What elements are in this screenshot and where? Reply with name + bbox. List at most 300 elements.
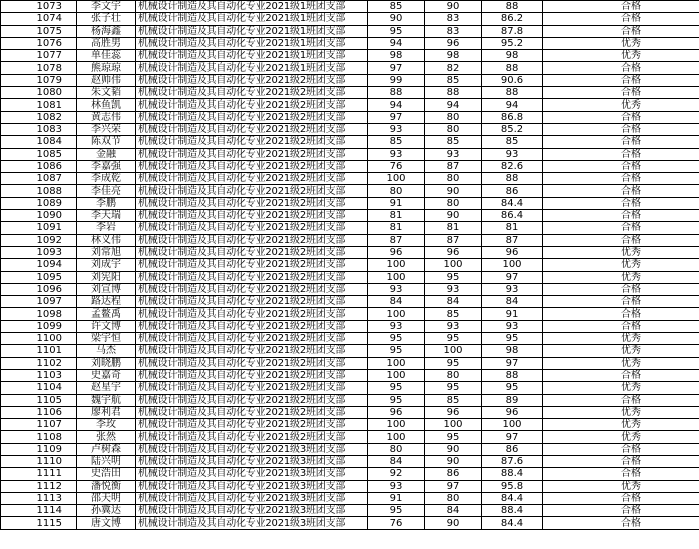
- branch-name-cell: 机械设计制造及其自动化专业2021级1班团支部: [136, 37, 368, 49]
- score-1-cell: 93: [368, 480, 425, 492]
- score-1-cell: 88: [368, 87, 425, 99]
- score-2-cell: 98: [425, 50, 482, 62]
- score-1-cell: 98: [368, 50, 425, 62]
- student-name-cell: 刘宪阳: [77, 271, 136, 283]
- score-total-cell: 86.2: [482, 13, 543, 25]
- row-number-cell: 1114: [1, 505, 77, 517]
- score-2-cell: 95: [425, 271, 482, 283]
- grade-cell: 合格: [543, 111, 699, 123]
- grade-cell: 合格: [543, 62, 699, 74]
- branch-name-cell: 机械设计制造及其自动化专业2021级3班团支部: [136, 455, 368, 467]
- branch-name-cell: 机械设计制造及其自动化专业2021级2班团支部: [136, 197, 368, 209]
- table-row: [1, 111, 699, 123]
- score-1-cell: 100: [368, 173, 425, 185]
- grade-cell: 合格: [543, 320, 699, 332]
- score-total-cell: 95: [482, 382, 543, 394]
- grade-cell: 优秀: [543, 37, 699, 49]
- score-2-cell: 88: [425, 87, 482, 99]
- row-number-cell: 1089: [1, 197, 77, 209]
- grade-cell: 合格: [543, 468, 699, 480]
- score-1-cell: 90: [368, 13, 425, 25]
- score-1-cell: 91: [368, 492, 425, 504]
- grade-cell: 合格: [543, 394, 699, 406]
- table-row: [1, 505, 699, 517]
- score-1-cell: 95: [368, 394, 425, 406]
- grade-cell: 优秀: [543, 406, 699, 418]
- student-name-cell: 卢树森: [77, 443, 136, 455]
- score-2-cell: 80: [425, 173, 482, 185]
- student-name-cell: 李兴荣: [77, 123, 136, 135]
- grade-cell: 合格: [543, 505, 699, 517]
- table-row: [1, 283, 699, 295]
- student-name-cell: 高胜男: [77, 37, 136, 49]
- student-name-cell: 李玫: [77, 419, 136, 431]
- grade-cell: 合格: [543, 74, 699, 86]
- score-total-cell: 97: [482, 271, 543, 283]
- score-total-cell: 96: [482, 246, 543, 258]
- branch-name-cell: 机械设计制造及其自动化专业2021级2班团支部: [136, 308, 368, 320]
- score-total-cell: 95.2: [482, 37, 543, 49]
- row-number-cell: 1102: [1, 357, 77, 369]
- grade-cell: 合格: [543, 283, 699, 295]
- grade-cell: 合格: [543, 308, 699, 320]
- score-2-cell: 95: [425, 382, 482, 394]
- score-total-cell: 85: [482, 136, 543, 148]
- score-2-cell: 90: [425, 1, 482, 13]
- student-name-cell: 史浩田: [77, 468, 136, 480]
- row-number-cell: 1091: [1, 222, 77, 234]
- score-2-cell: 85: [425, 136, 482, 148]
- student-name-cell: 马杰: [77, 345, 136, 357]
- row-number-cell: 1099: [1, 320, 77, 332]
- score-1-cell: 94: [368, 99, 425, 111]
- grade-cell: 优秀: [543, 99, 699, 111]
- score-2-cell: 93: [425, 320, 482, 332]
- score-total-cell: 87.8: [482, 25, 543, 37]
- row-number-cell: 1092: [1, 234, 77, 246]
- student-name-cell: 张子壮: [77, 13, 136, 25]
- table-row: [1, 394, 699, 406]
- branch-name-cell: 机械设计制造及其自动化专业2021级2班团支部: [136, 320, 368, 332]
- row-number-cell: 1090: [1, 210, 77, 222]
- branch-name-cell: 机械设计制造及其自动化专业2021级2班团支部: [136, 210, 368, 222]
- score-total-cell: 86.4: [482, 210, 543, 222]
- branch-name-cell: 机械设计制造及其自动化专业2021级3班团支部: [136, 480, 368, 492]
- score-1-cell: 95: [368, 333, 425, 345]
- row-number-cell: 1078: [1, 62, 77, 74]
- score-2-cell: 80: [425, 111, 482, 123]
- row-number-cell: 1080: [1, 87, 77, 99]
- student-name-cell: 唐文博: [77, 517, 136, 529]
- table-row: [1, 173, 699, 185]
- table-row: [1, 210, 699, 222]
- student-name-cell: 陈双节: [77, 136, 136, 148]
- row-number-cell: 1079: [1, 74, 77, 86]
- table-row: [1, 160, 699, 172]
- table-row: [1, 99, 699, 111]
- score-1-cell: 95: [368, 25, 425, 37]
- row-number-cell: 1088: [1, 185, 77, 197]
- student-name-cell: 潘悦衡: [77, 480, 136, 492]
- score-total-cell: 81: [482, 222, 543, 234]
- branch-name-cell: 机械设计制造及其自动化专业2021级2班团支部: [136, 259, 368, 271]
- row-number-cell: 1115: [1, 517, 77, 529]
- grade-cell: 合格: [543, 160, 699, 172]
- row-number-cell: 1095: [1, 271, 77, 283]
- score-1-cell: 93: [368, 148, 425, 160]
- grade-cell: 优秀: [543, 382, 699, 394]
- grade-cell: 合格: [543, 148, 699, 160]
- row-number-cell: 1108: [1, 431, 77, 443]
- branch-name-cell: 机械设计制造及其自动化专业2021级2班团支部: [136, 357, 368, 369]
- branch-name-cell: 机械设计制造及其自动化专业2021级2班团支部: [136, 222, 368, 234]
- score-1-cell: 97: [368, 111, 425, 123]
- score-1-cell: 95: [368, 505, 425, 517]
- score-1-cell: 99: [368, 74, 425, 86]
- branch-name-cell: 机械设计制造及其自动化专业2021级1班团支部: [136, 25, 368, 37]
- branch-name-cell: 机械设计制造及其自动化专业2021级2班团支部: [136, 87, 368, 99]
- table-row: [1, 492, 699, 504]
- branch-name-cell: 机械设计制造及其自动化专业2021级2班团支部: [136, 345, 368, 357]
- branch-name-cell: 机械设计制造及其自动化专业2021级2班团支部: [136, 99, 368, 111]
- row-number-cell: 1101: [1, 345, 77, 357]
- score-1-cell: 100: [368, 357, 425, 369]
- score-2-cell: 87: [425, 234, 482, 246]
- student-name-cell: 李佳亮: [77, 185, 136, 197]
- row-number-cell: 1086: [1, 160, 77, 172]
- student-name-cell: 赵帅伟: [77, 74, 136, 86]
- row-number-cell: 1106: [1, 406, 77, 418]
- score-1-cell: 80: [368, 443, 425, 455]
- student-name-cell: 李文宇: [77, 1, 136, 13]
- row-number-cell: 1107: [1, 419, 77, 431]
- branch-name-cell: 机械设计制造及其自动化专业2021级2班团支部: [136, 148, 368, 160]
- row-number-cell: 1083: [1, 123, 77, 135]
- student-name-cell: 孟鳌禹: [77, 308, 136, 320]
- score-total-cell: 91: [482, 308, 543, 320]
- student-name-cell: 刘宣博: [77, 283, 136, 295]
- branch-name-cell: 机械设计制造及其自动化专业2021级2班团支部: [136, 160, 368, 172]
- grade-cell: 合格: [543, 210, 699, 222]
- table-row: [1, 320, 699, 332]
- student-name-cell: 许文博: [77, 320, 136, 332]
- grade-cell: 合格: [543, 234, 699, 246]
- branch-name-cell: 机械设计制造及其自动化专业2021级2班团支部: [136, 431, 368, 443]
- score-total-cell: 84.4: [482, 197, 543, 209]
- score-2-cell: 82: [425, 62, 482, 74]
- row-number-cell: 1084: [1, 136, 77, 148]
- score-total-cell: 88.4: [482, 505, 543, 517]
- branch-name-cell: 机械设计制造及其自动化专业2021级3班团支部: [136, 517, 368, 529]
- score-total-cell: 88: [482, 369, 543, 381]
- branch-name-cell: 机械设计制造及其自动化专业2021级2班团支部: [136, 123, 368, 135]
- row-number-cell: 1082: [1, 111, 77, 123]
- table-row: [1, 419, 699, 431]
- score-2-cell: 80: [425, 197, 482, 209]
- score-1-cell: 87: [368, 234, 425, 246]
- score-total-cell: 88.4: [482, 468, 543, 480]
- student-name-cell: 赵星宇: [77, 382, 136, 394]
- student-name-cell: 李天瑞: [77, 210, 136, 222]
- row-number-cell: 1113: [1, 492, 77, 504]
- table-row: [1, 443, 699, 455]
- score-2-cell: 100: [425, 259, 482, 271]
- score-total-cell: 94: [482, 99, 543, 111]
- score-2-cell: 81: [425, 222, 482, 234]
- row-number-cell: 1111: [1, 468, 77, 480]
- table-row: [1, 259, 699, 271]
- score-total-cell: 87: [482, 234, 543, 246]
- student-name-cell: 李成乾: [77, 173, 136, 185]
- student-name-cell: 李岩: [77, 222, 136, 234]
- score-1-cell: 100: [368, 271, 425, 283]
- student-name-cell: 黄志伟: [77, 111, 136, 123]
- table-row: [1, 25, 699, 37]
- grade-cell: 合格: [543, 1, 699, 13]
- table-row: [1, 369, 699, 381]
- score-total-cell: 95.8: [482, 480, 543, 492]
- score-total-cell: 98: [482, 345, 543, 357]
- grade-cell: 优秀: [543, 480, 699, 492]
- branch-name-cell: 机械设计制造及其自动化专业2021级2班团支部: [136, 333, 368, 345]
- table-row: [1, 382, 699, 394]
- row-number-cell: 1081: [1, 99, 77, 111]
- student-name-cell: 魏宇航: [77, 394, 136, 406]
- grade-cell: 优秀: [543, 271, 699, 283]
- score-total-cell: 82.6: [482, 160, 543, 172]
- student-name-cell: 廖利君: [77, 406, 136, 418]
- student-name-cell: 李鹏: [77, 197, 136, 209]
- score-total-cell: 100: [482, 419, 543, 431]
- branch-name-cell: 机械设计制造及其自动化专业2021级1班团支部: [136, 1, 368, 13]
- score-1-cell: 97: [368, 62, 425, 74]
- student-name-cell: 李嘉强: [77, 160, 136, 172]
- score-2-cell: 85: [425, 74, 482, 86]
- student-name-cell: 孙冀达: [77, 505, 136, 517]
- table-body: [1, 1, 699, 530]
- student-name-cell: 单佳蕊: [77, 50, 136, 62]
- branch-name-cell: 机械设计制造及其自动化专业2021级2班团支部: [136, 369, 368, 381]
- student-name-cell: 熊琼琼: [77, 62, 136, 74]
- score-2-cell: 87: [425, 160, 482, 172]
- branch-name-cell: 机械设计制造及其自动化专业2021级2班团支部: [136, 111, 368, 123]
- score-1-cell: 85: [368, 1, 425, 13]
- table-row: [1, 197, 699, 209]
- score-total-cell: 96: [482, 406, 543, 418]
- student-name-cell: 路达程: [77, 296, 136, 308]
- score-1-cell: 93: [368, 320, 425, 332]
- student-name-cell: 林义伟: [77, 234, 136, 246]
- student-name-cell: 邵天明: [77, 492, 136, 504]
- table-row: [1, 333, 699, 345]
- score-2-cell: 80: [425, 369, 482, 381]
- row-number-cell: 1096: [1, 283, 77, 295]
- score-2-cell: 94: [425, 99, 482, 111]
- table-row: [1, 234, 699, 246]
- grade-cell: 合格: [543, 173, 699, 185]
- student-name-cell: 刘晓鹏: [77, 357, 136, 369]
- table-row: [1, 13, 699, 25]
- score-2-cell: 90: [425, 517, 482, 529]
- score-2-cell: 90: [425, 185, 482, 197]
- score-total-cell: 86: [482, 443, 543, 455]
- grade-cell: 优秀: [543, 333, 699, 345]
- score-1-cell: 84: [368, 296, 425, 308]
- score-total-cell: 88: [482, 173, 543, 185]
- score-total-cell: 84: [482, 296, 543, 308]
- score-total-cell: 97: [482, 357, 543, 369]
- table-row: [1, 37, 699, 49]
- score-total-cell: 88: [482, 87, 543, 99]
- row-number-cell: 1093: [1, 246, 77, 258]
- score-total-cell: 97: [482, 431, 543, 443]
- score-total-cell: 86.8: [482, 111, 543, 123]
- table-row: [1, 271, 699, 283]
- grade-cell: 合格: [543, 197, 699, 209]
- score-2-cell: 85: [425, 308, 482, 320]
- branch-name-cell: 机械设计制造及其自动化专业2021级2班团支部: [136, 419, 368, 431]
- branch-name-cell: 机械设计制造及其自动化专业2021级2班团支部: [136, 382, 368, 394]
- grade-cell: 合格: [543, 296, 699, 308]
- score-total-cell: 90.6: [482, 74, 543, 86]
- table-row: [1, 308, 699, 320]
- score-total-cell: 84.4: [482, 492, 543, 504]
- student-name-cell: 朱文韬: [77, 87, 136, 99]
- table-row: [1, 185, 699, 197]
- branch-name-cell: 机械设计制造及其自动化专业2021级2班团支部: [136, 246, 368, 258]
- score-2-cell: 90: [425, 443, 482, 455]
- score-1-cell: 84: [368, 455, 425, 467]
- grade-cell: 合格: [543, 492, 699, 504]
- score-1-cell: 100: [368, 369, 425, 381]
- branch-name-cell: 机械设计制造及其自动化专业2021级2班团支部: [136, 406, 368, 418]
- score-total-cell: 98: [482, 50, 543, 62]
- score-total-cell: 88: [482, 1, 543, 13]
- branch-name-cell: 机械设计制造及其自动化专业2021级1班团支部: [136, 62, 368, 74]
- table-row: [1, 455, 699, 467]
- branch-name-cell: 机械设计制造及其自动化专业2021级2班团支部: [136, 185, 368, 197]
- student-name-cell: 林鱼凯: [77, 99, 136, 111]
- score-total-cell: 85.2: [482, 123, 543, 135]
- score-total-cell: 89: [482, 394, 543, 406]
- score-2-cell: 90: [425, 455, 482, 467]
- score-2-cell: 86: [425, 468, 482, 480]
- score-1-cell: 80: [368, 185, 425, 197]
- score-1-cell: 85: [368, 136, 425, 148]
- student-name-cell: 张然: [77, 431, 136, 443]
- score-1-cell: 81: [368, 210, 425, 222]
- student-name-cell: 杨海鑫: [77, 25, 136, 37]
- branch-name-cell: 机械设计制造及其自动化专业2021级2班团支部: [136, 234, 368, 246]
- grade-cell: 合格: [543, 13, 699, 25]
- student-name-cell: 刘常旭: [77, 246, 136, 258]
- score-1-cell: 96: [368, 406, 425, 418]
- score-total-cell: 87.6: [482, 455, 543, 467]
- score-2-cell: 84: [425, 296, 482, 308]
- score-2-cell: 84: [425, 505, 482, 517]
- table-row: [1, 1, 699, 13]
- grade-cell: 合格: [543, 369, 699, 381]
- table-row: [1, 296, 699, 308]
- branch-name-cell: 机械设计制造及其自动化专业2021级3班团支部: [136, 468, 368, 480]
- grade-cell: 优秀: [543, 419, 699, 431]
- score-2-cell: 85: [425, 394, 482, 406]
- table-row: [1, 468, 699, 480]
- score-1-cell: 76: [368, 160, 425, 172]
- table-row: [1, 123, 699, 135]
- student-name-cell: 陆兴明: [77, 455, 136, 467]
- score-1-cell: 76: [368, 517, 425, 529]
- student-name-cell: 梁宇恒: [77, 333, 136, 345]
- grade-cell: 合格: [543, 87, 699, 99]
- score-1-cell: 96: [368, 246, 425, 258]
- score-2-cell: 100: [425, 345, 482, 357]
- score-2-cell: 83: [425, 13, 482, 25]
- student-name-cell: 史嘉奇: [77, 369, 136, 381]
- grade-cell: 合格: [543, 222, 699, 234]
- score-total-cell: 86: [482, 185, 543, 197]
- row-number-cell: 1085: [1, 148, 77, 160]
- score-1-cell: 95: [368, 345, 425, 357]
- row-number-cell: 1104: [1, 382, 77, 394]
- table-row: [1, 345, 699, 357]
- grade-cell: 优秀: [543, 357, 699, 369]
- grade-cell: 合格: [543, 517, 699, 529]
- row-number-cell: 1112: [1, 480, 77, 492]
- grade-cell: 优秀: [543, 246, 699, 258]
- score-2-cell: 80: [425, 123, 482, 135]
- score-2-cell: 80: [425, 492, 482, 504]
- table-row: [1, 517, 699, 529]
- branch-name-cell: 机械设计制造及其自动化专业2021级3班团支部: [136, 492, 368, 504]
- branch-name-cell: 机械设计制造及其自动化专业2021级3班团支部: [136, 505, 368, 517]
- table-row: [1, 222, 699, 234]
- score-2-cell: 95: [425, 431, 482, 443]
- row-number-cell: 1109: [1, 443, 77, 455]
- grade-cell: 合格: [543, 455, 699, 467]
- row-number-cell: 1100: [1, 333, 77, 345]
- table-row: [1, 480, 699, 492]
- branch-name-cell: 机械设计制造及其自动化专业2021级2班团支部: [136, 296, 368, 308]
- score-2-cell: 97: [425, 480, 482, 492]
- grade-cell: 优秀: [543, 345, 699, 357]
- score-total-cell: 93: [482, 320, 543, 332]
- table-row: [1, 74, 699, 86]
- score-1-cell: 94: [368, 37, 425, 49]
- table-row: [1, 246, 699, 258]
- grade-cell: 合格: [543, 185, 699, 197]
- row-number-cell: 1105: [1, 394, 77, 406]
- row-number-cell: 1097: [1, 296, 77, 308]
- score-1-cell: 100: [368, 308, 425, 320]
- student-name-cell: 金融: [77, 148, 136, 160]
- grade-cell: 合格: [543, 25, 699, 37]
- branch-name-cell: 机械设计制造及其自动化专业2021级1班团支部: [136, 13, 368, 25]
- score-2-cell: 96: [425, 37, 482, 49]
- score-2-cell: 96: [425, 406, 482, 418]
- row-number-cell: 1094: [1, 259, 77, 271]
- table-row: [1, 148, 699, 160]
- score-total-cell: 95: [482, 333, 543, 345]
- score-1-cell: 93: [368, 123, 425, 135]
- table-row: [1, 136, 699, 148]
- table-row: [1, 431, 699, 443]
- grade-cell: 优秀: [543, 431, 699, 443]
- student-name-cell: 刘成宇: [77, 259, 136, 271]
- row-number-cell: 1076: [1, 37, 77, 49]
- branch-name-cell: 机械设计制造及其自动化专业2021级1班团支部: [136, 50, 368, 62]
- row-number-cell: 1077: [1, 50, 77, 62]
